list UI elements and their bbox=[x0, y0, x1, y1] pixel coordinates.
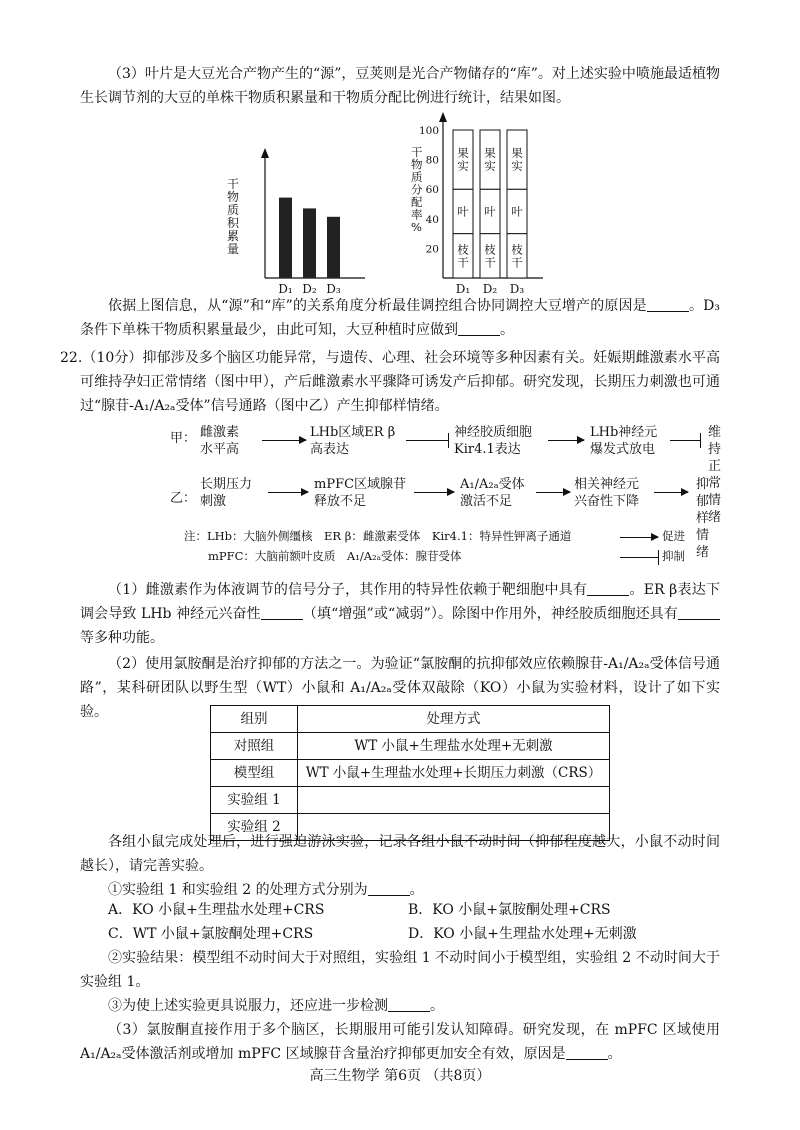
y-axis-arrow bbox=[439, 112, 447, 122]
chart-distribution bbox=[395, 108, 555, 306]
segment-label: 叶 bbox=[511, 204, 523, 219]
y-tick-label: 20 bbox=[425, 243, 439, 256]
y-axis-label: 干物质积累量 bbox=[227, 177, 240, 256]
answer-blank[interactable] bbox=[587, 579, 629, 596]
yi-node-3: A₁/A₂ₐ受体 激活不足 bbox=[460, 477, 525, 509]
promote-arrow bbox=[262, 440, 306, 441]
x-tick-label: D₃ bbox=[326, 282, 341, 296]
segment-label: 叶 bbox=[484, 204, 496, 219]
bar-D₃ bbox=[327, 217, 340, 278]
option-a[interactable]: A．KO 小鼠+生理盐水处理+CRS bbox=[108, 902, 325, 918]
table-cell: WT 小鼠+生理盐水处理+无刺激 bbox=[298, 733, 610, 760]
jia-label: 甲： bbox=[170, 431, 197, 446]
q22-1-text-c: （填“增强”或“减弱”）。除图中作用外，神经胶质细胞还具有 bbox=[302, 606, 678, 622]
x-tick-label: D₃ bbox=[509, 282, 525, 296]
q21-3-question bbox=[80, 294, 720, 342]
answer-blank[interactable] bbox=[261, 603, 303, 620]
answer-blank[interactable] bbox=[458, 319, 500, 336]
q22-2-results: ②实验结果：模型组不动时间大于对照组，实验组 1 不动时间小于模型组，实验组 2 不动时间大于实验组 1。 ③为使上述实验更具说服力，还应进一步检测 。 （3）氯胺酮直接作用于多个脑区，长期服用可能引发认知障碍。研究发现，在 mPFC 区域使用 A₁/A₂ₐ受体激活剂或增加 mPFC 区域腺苷含量治疗抑郁更加安全有效，原因是 。 bbox=[80, 946, 720, 1066]
y-axis-label: 干物质分配率% bbox=[411, 145, 423, 234]
table-cell: 模型组 bbox=[211, 760, 298, 787]
q21-3-text-a: 依据上图信息，从“源”和“库”的关系角度分析最佳调控组合协同调控大豆增产的原因是 bbox=[108, 298, 647, 314]
yi-node-1: 长期压力 刺激 bbox=[200, 477, 253, 509]
q22-1-text-d: 等多种功能。 bbox=[80, 630, 164, 646]
jia-node-1: 雌激素 水平高 bbox=[200, 425, 240, 457]
table-cell: 实验组 2 bbox=[211, 814, 298, 841]
x-tick-label: D₁ bbox=[455, 282, 471, 296]
jia-node-3: 神经胶质细胞 Kir4.1表达 bbox=[454, 425, 533, 457]
y-axis-arrow bbox=[261, 148, 269, 158]
q22-2-after-text: 各组小鼠完成处理后，进行强迫游泳实验，记录各组小鼠不动时间（抑郁程度越大，小鼠不动时间越长），请完善实验。 bbox=[80, 834, 720, 874]
table-header-cell: 组别 bbox=[211, 706, 298, 733]
diagram-note-1: 注：LHb：大脑外侧缰核 ER β：雌激素受体 Kir4.1：特异性钾离子通道 bbox=[184, 529, 572, 543]
segment-label: 果实 bbox=[457, 146, 469, 174]
q22-1-text-a: （1）雌激素作为体液调节的信号分子，其作用的特异性依赖于靶细胞中具有 bbox=[108, 582, 588, 598]
chart-accumulation-svg bbox=[215, 148, 375, 298]
answer-blank[interactable] bbox=[647, 295, 689, 312]
q22-2-after: 各组小鼠完成处理后，进行强迫游泳实验，记录各组小鼠不动时间（抑郁程度越大，小鼠不动时间越长），请完善实验。 ①实验组 1 和实验组 2 的处理方式分别为 。 bbox=[80, 830, 720, 902]
y-tick-label: 80 bbox=[425, 154, 439, 167]
jia-node-2: LHb区域ER β 高表达 bbox=[310, 425, 396, 457]
legend-promote-arrow bbox=[620, 537, 658, 538]
answer-blank[interactable] bbox=[566, 1043, 608, 1060]
segment-label: 果实 bbox=[511, 146, 523, 174]
table-cell[interactable] bbox=[298, 787, 610, 814]
yi-label: 乙： bbox=[170, 491, 197, 506]
q22-intro bbox=[60, 346, 720, 418]
promote-arrow bbox=[414, 492, 454, 493]
q22-intro-text: 22.（10分）抑郁涉及多个脑区功能异常，与遗传、心理、社会环境等多种因素有关。妊娠期雌激素水平高可维持孕妇正常情绪（图中甲），产后雌激素水平骤降可诱发产后抑郁。研究发现，长期压力刺激也可通过“腺苷-A₁/A₂ₐ受体”信号通路（图中乙）产生抑郁样情绪。 bbox=[60, 350, 720, 414]
y-tick-label: 40 bbox=[425, 213, 439, 226]
y-tick-label: 60 bbox=[425, 184, 439, 197]
legend-inhibit-label: 抑制 bbox=[662, 549, 685, 563]
yi-node-2: mPFC区域腺苷 释放不足 bbox=[314, 477, 407, 509]
segment-label: 枝干 bbox=[511, 242, 523, 270]
segment-label: 枝干 bbox=[484, 242, 496, 270]
answer-blank[interactable] bbox=[678, 603, 720, 620]
x-tick-label: D₂ bbox=[482, 282, 498, 296]
q22-2-sub3-text: ③为使上述实验更具说服力，还应进一步检测 bbox=[108, 998, 388, 1014]
segment-label: 果实 bbox=[484, 146, 496, 174]
q21-3-text-b: 。D₃条件下单株干物质积累量最少，由此可知，大豆种植时应做到 bbox=[80, 298, 720, 338]
answer-blank[interactable] bbox=[368, 879, 410, 896]
q21-3-text: （3）叶片是大豆光合产物产生的“源”，豆荚则是光合产物储存的“库”。对上述实验中喷施最适植物生长调节剂的大豆的单株干物质积累量和干物质分配比例进行统计，结果如图。 bbox=[80, 66, 720, 106]
jia-node-5: 维持正 常情绪 bbox=[708, 425, 722, 525]
diagram-note-2: mPFC：大脑前额叶皮质 A₁/A₂ₐ受体：腺苷受体 bbox=[208, 549, 462, 563]
promote-arrow bbox=[654, 492, 688, 493]
promote-arrow bbox=[548, 440, 584, 441]
jia-node-4: LHb神经元 爆发式放电 bbox=[590, 425, 658, 457]
inhibit-arrow bbox=[670, 440, 700, 441]
y-tick-label: 100 bbox=[418, 125, 439, 137]
option-d[interactable]: D．KO 小鼠+生理盐水处理+无刺激 bbox=[408, 926, 637, 942]
legend-inhibit-arrow bbox=[620, 557, 658, 558]
segment-label: 枝干 bbox=[457, 242, 469, 270]
x-tick-label: D₁ bbox=[278, 282, 293, 296]
segment-label: 叶 bbox=[457, 204, 469, 219]
promote-arrow bbox=[268, 492, 308, 493]
bar-D₁ bbox=[279, 198, 292, 278]
promote-arrow bbox=[536, 492, 570, 493]
bar-D₂ bbox=[303, 208, 316, 278]
pathway-diagram bbox=[170, 424, 722, 564]
chart-accumulation bbox=[215, 148, 375, 306]
option-b[interactable]: B．KO 小鼠+氯胺酮处理+CRS bbox=[408, 902, 611, 918]
table-header bbox=[211, 706, 610, 733]
q22-1-text-b: 。ER β表达下调会导致 LHb 神经元兴奋性 bbox=[80, 582, 721, 622]
table-row bbox=[211, 733, 610, 760]
q21-3-paragraph bbox=[80, 62, 720, 110]
x-tick-label: D₂ bbox=[302, 282, 317, 296]
table-cell: 实验组 1 bbox=[211, 787, 298, 814]
option-c[interactable]: C．WT 小鼠+氯胺酮处理+CRS bbox=[108, 926, 314, 942]
q22-1 bbox=[80, 578, 720, 650]
yi-node-4: 相关神经元 兴奋性下降 bbox=[574, 477, 640, 509]
experiment-table bbox=[210, 705, 610, 841]
q21-3-text-c: 。 bbox=[500, 322, 514, 338]
q22-3-text: （3）氯胺酮直接作用于多个脑区，长期服用可能引发认知障碍。研究发现，在 mPFC 区域使用 A₁/A₂ₐ受体激活剂或增加 mPFC 区域腺苷含量治疗抑郁更加安全有效，原因是 bbox=[80, 1022, 720, 1062]
inhibit-arrow bbox=[406, 440, 448, 441]
q22-2-intro-text: （2）使用氯胺酮是治疗抑郁的方法之一。为验证“氯胺酮的抗抑郁效应依赖腺苷-A₁/A₂ₐ受体信号通路”，某科研团队以野生型（WT）小鼠和 A₁/A₂ₐ受体双敲除（KO）小鼠为实验材料，设计了如下实验。 bbox=[80, 656, 720, 720]
page-footer: 高三生物学 第6页 （共8页） bbox=[309, 1068, 491, 1084]
yi-node-5: 抑郁样 情绪 bbox=[696, 477, 710, 560]
q22-2-sub1-text: ①实验组 1 和实验组 2 的处理方式分别为 bbox=[108, 882, 368, 898]
table-row bbox=[211, 760, 610, 787]
legend-promote-label: 促进 bbox=[662, 529, 685, 543]
table-row bbox=[211, 787, 610, 814]
table-header-cell: 处理方式 bbox=[298, 706, 610, 733]
table-cell: 对照组 bbox=[211, 733, 298, 760]
q22-2-sub2-text: ②实验结果：模型组不动时间大于对照组，实验组 1 不动时间小于模型组，实验组 2 不动时间大于实验组 1。 bbox=[80, 950, 720, 990]
chart-distribution-svg bbox=[395, 108, 555, 298]
answer-blank[interactable] bbox=[388, 995, 430, 1012]
table-cell: WT 小鼠+生理盐水处理+长期压力刺激（CRS） bbox=[298, 760, 610, 787]
